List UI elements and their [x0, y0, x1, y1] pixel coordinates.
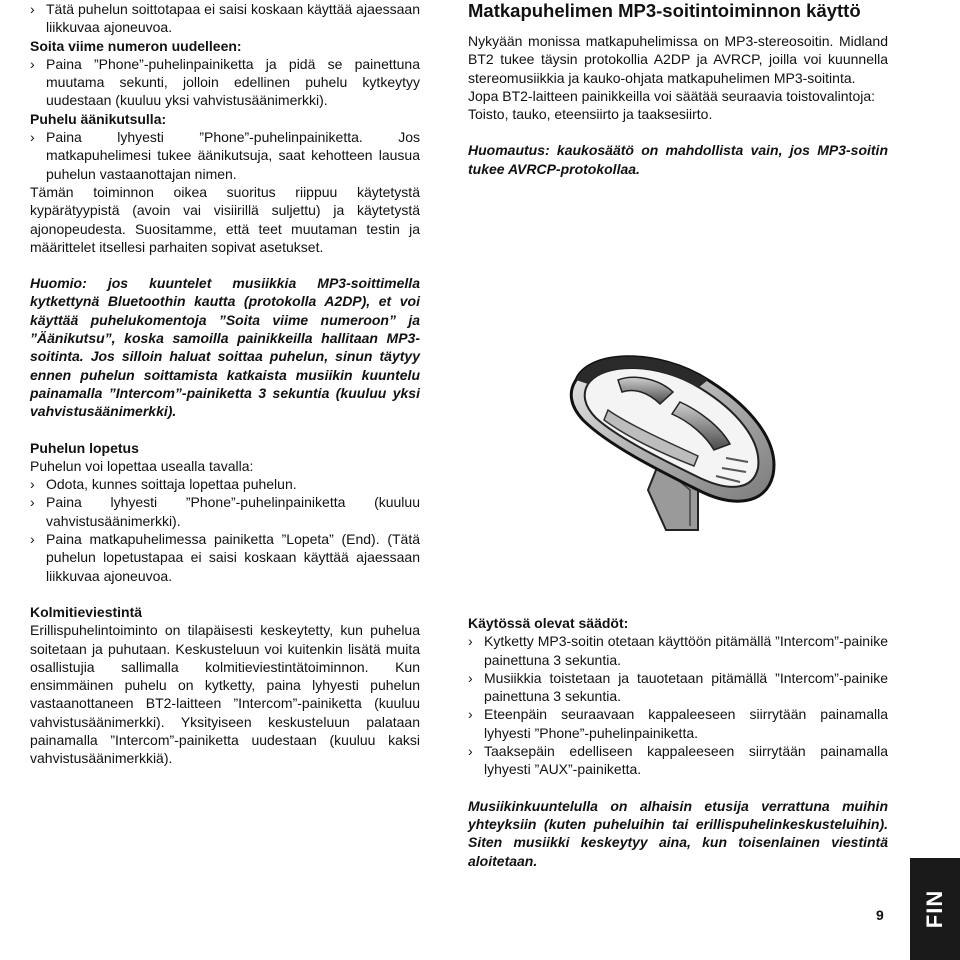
call-end-heading: Puhelun lopetus [30, 439, 139, 456]
mp3-note: Huomio: jos kuuntelet musiikkia MP3-soittimella kytkettynä Bluetoothin kautta (protokolla A2DP), et voi käyttää puhelukomentoja ”Soita viime numeroon” ja ”Äänikutsu”, koska samoilla painikkeilla hallitaan MP3-soitinta. Jos silloin haluat soittaa puhelun, sinun täytyy ennen puhelun soittamista katkaista musiikin kuuntelu painamalla ”Intercom”-painiketta 3 sekuntia (kuuluu yksi vahvistusäänimerkki). [30, 275, 420, 420]
bullet-control-play-pause: › Musiikkia toistetaan ja tauotetaan pitämällä ”Intercom”-painike painettuna 3 sekuntia. [468, 669, 888, 706]
bullet-redial: › Paina ”Phone”-puhelinpainiketta ja pidä se painettuna muutama sekunti, jolloin edellinen puhelu kytkeytyy uudestaan (kuuluu yksi vahvistusäänimerkki). [30, 55, 420, 110]
bullet-control-back: › Taaksepäin edelliseen kappaleeseen siirrytään painamalla lyhyesti ”AUX”-painiketta. [468, 742, 888, 779]
avrcp-note: Huomautus: kaukosäätö on mahdollista vain, jos MP3-soitin tukee AVRCP-protokollaa. [468, 142, 888, 177]
controls-heading: Käytössä olevat säädöt: [468, 615, 629, 631]
voice-dial-heading: Puhelu äänikutsulla: [30, 110, 167, 127]
language-tab [910, 858, 960, 960]
bullet-drive-warning: › Tätä puhelun soittotapaa ei saisi koskaan käyttää ajaessaan liikkuvaa ajoneuvoa. [30, 0, 420, 37]
bullet-voice-dial: › Paina lyhyesti ”Phone”-puhelinpainiketta. Jos matkapuhelimesi tukee äänikutsuja, saat kehotteen lausua puhelun vastaanottajan nimen. [30, 128, 420, 183]
redial-heading: Soita viime numeron uudelleen: [30, 37, 242, 54]
section-title: Matkapuhelimen MP3-soitintoiminnon käyttö [468, 0, 861, 21]
bullet-control-forward: › Eteenpäin seuraavaan kappaleeseen siirrytään painamalla lyhyesti ”Phone”-puhelinpainiketta. [468, 705, 888, 742]
mp3-controls-paragraph: Jopa BT2-laitteen painikkeilla voi säätää seuraavia toistovalintoja: [468, 87, 876, 104]
bullet-control-enable: › Kytketty MP3-soitin otetaan käyttöön pitämällä ”Intercom”-painike painettuna 3 sekuntia. [468, 632, 888, 669]
conference-heading: Kolmitieviestintä [30, 603, 143, 620]
bullet-end-phone: › Paina lyhyesti ”Phone”-puhelinpainiketta (kuuluu vahvistusäänimerkki). [30, 493, 420, 530]
priority-note: Musiikinkuuntelulla on alhaisin etusija verrattuna muihin yhteyksiin (kuten puheluihin tai erillispuhelinkeskusteluihin). Siten musiikki keskeytyy aina, kun toisenlainen viestintä aloitetaan. [468, 797, 888, 869]
page-number: 9 [876, 907, 884, 923]
bullet-end-wait: › Odota, kunnes soittaja lopettaa puhelun. [30, 475, 420, 493]
conference-paragraph: Erillispuhelintoiminto on tilapäisesti keskeytetty, kun puhelua soitetaan ja puhutaan. Keskusteluun voi kuitenkin lisätä muita osallistujia sallimalla kolmitieviestintätoiminnon. Kun ensimmäinen puhelu on kytketty, paina lyhyesti puhelun vastaanottaneen BT2-laitteen ”Intercom”-painiketta (kuuluu vahvistusäänimerkki). Yksityiseen keskusteluun palataan painamalla ”Intercom”-painiketta uudestaan (kuuluu kaksi vahvistusäänimerkkiä). [30, 622, 420, 767]
call-end-intro: Puhelun voi lopettaa usealla tavalla: [30, 457, 254, 474]
mp3-intro-paragraph: Nykyään monissa matkapuhelimissa on MP3-stereosoitin. Midland BT2 tukee täysin protokollia A2DP ja AVRCP, joilla voi kuunnella stereomusiikkia ja kauko-ohjata matkapuhelimen MP3-soitinta. [468, 33, 888, 86]
language-tab-label: FIN [922, 889, 947, 929]
controls-section [468, 614, 888, 870]
right-column [468, 0, 888, 178]
left-column [30, 0, 420, 768]
helmet-paragraph: Tämän toiminnon oikea suoritus riippuu käytetystä kypärätyypistä (avoin vai visiirillä suljettu) ja käytetystä ajonopeudesta. Suositamme, että teet muutaman testin ja määrittelet itsellesi parhaiten sopivat asetukset. [30, 183, 420, 255]
bullet-end-mobile: › Paina matkapuhelimessa painiketta ”Lopeta” (End). (Tätä puhelun lopetustapaa ei saisi koskaan käyttää ajaessaan liikkuvaa ajoneuvoa. [30, 530, 420, 585]
mp3-controls-list: Toisto, tauko, eteensiirto ja taaksesiirto. [468, 106, 713, 123]
headset-device-illustration [548, 340, 788, 535]
